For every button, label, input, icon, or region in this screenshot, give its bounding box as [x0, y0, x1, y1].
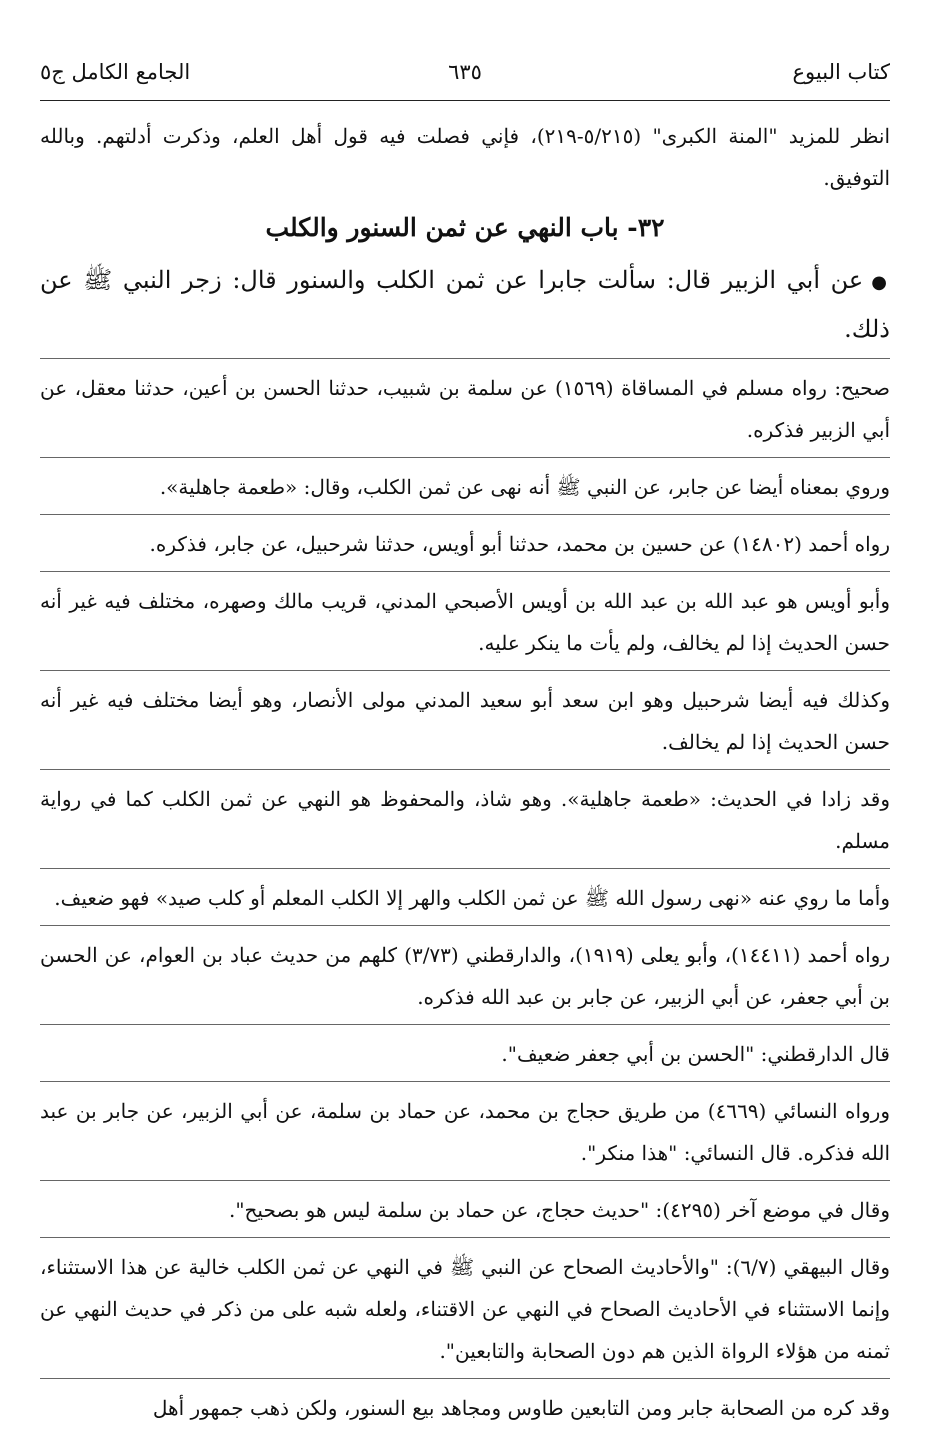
commentary-paragraph: وأبو أويس هو عبد الله بن عبد الله بن أويس الأصبحي المدني، قريب مالك وصهره، مختلف فيه غير أنه حسن الحديث إذا لم يخالف، ولم يأت ما ينكر عليه. [40, 589, 890, 655]
commentary-paragraph: رواه أحمد (١٤٤١١)، وأبو يعلى (١٩١٩)، والدارقطني (٣/٧٣) كلهم من حديث عباد بن العوام، عن الحسن بن أبي جعفر، عن أبي الزبير، عن جابر بن عبد الله فذكره. [40, 943, 890, 1009]
commentary-paragraph: ورواه النسائي (٤٦٦٩) من طريق حجاج بن محمد، عن حماد بن سلمة، عن أبي الزبير، عن جابر بن عبد الله فذكره. قال النسائي: "هذا منكر". [40, 1099, 890, 1165]
commentary-paragraph: صحيح: رواه مسلم في المساقاة (١٥٦٩) عن سلمة بن شبيب، حدثنا الحسن بن أعين، حدثنا معقل، عن أبي الزبير فذكره. [40, 376, 891, 442]
divider [40, 868, 890, 869]
hadith-text [40, 257, 890, 352]
divider [40, 457, 890, 458]
commentary-paragraph: رواه أحمد (١٤٨٠٢) عن حسين بن محمد، حدثنا أبو أويس، حدثنا شرحبيل، عن جابر، فذكره. [149, 532, 890, 556]
hadith-body: عن أبي الزبير قال: سألت جابرا عن ثمن الكلب والسنور قال: زجر النبي ﷺ عن ذلك. [40, 266, 890, 343]
chapter-heading: ٣٢- باب النهي عن ثمن السنور والكلب [265, 213, 665, 242]
commentary-paragraph: وأما ما روي عنه «نهى رسول الله ﷺ عن ثمن الكلب والهر إلا الكلب المعلم أو كلب صيد» فهو ضعيف. [54, 886, 890, 910]
commentary-paragraph: وقد زادا في الحديث: «طعمة جاهلية». وهو شاذ، والمحفوظ هو النهي عن ثمن الكلب كما في رواية مسلم. [40, 787, 890, 853]
page-number: ٦٣٥ [448, 60, 482, 84]
commentary-paragraph: وقد كره من الصحابة جابر ومن التابعين طاوس ومجاهد بيع السنور، ولكن ذهب جمهور أهل [152, 1396, 890, 1420]
divider [40, 571, 890, 572]
commentary-paragraph: قال الدارقطني: "الحسن بن أبي جعفر ضعيف". [501, 1042, 890, 1066]
divider [40, 670, 890, 671]
commentary-paragraph: وكذلك فيه أيضا شرحبيل وهو ابن سعد أبو سعيد المدني مولى الأنصار، وهو أيضا مختلف فيه غير أنه حسن الحديث إذا لم يخالف. [40, 688, 890, 754]
book-page [40, 50, 891, 1420]
series-title: الجامع الكامل ج٥ [40, 60, 191, 84]
bullet-icon: ● [871, 272, 890, 293]
divider [40, 1237, 890, 1238]
running-header [40, 50, 890, 101]
divider [40, 514, 890, 515]
divider [40, 769, 890, 770]
commentary-paragraph: وقال البيهقي (٦/٧): "والأحاديث الصحاح عن النبي ﷺ في النهي عن ثمن الكلب خالية عن هذا الاستثناء، وإنما الاستثناء في الأحاديث الصحاح في النهي عن الاقتناء، ولعله شبه على من ذكر في حديث النهي عن ثمنه من هؤلاء الرواة الذين هم دون الصحابة والتابعين". [40, 1255, 890, 1363]
divider [40, 1378, 890, 1379]
divider [40, 1081, 890, 1082]
book-title: كتاب البيوع [792, 60, 890, 84]
divider [40, 925, 890, 926]
divider [40, 1180, 890, 1181]
commentary-paragraph: وقال في موضع آخر (٤٢٩٥): "حديث حجاج، عن حماد بن سلمة ليس هو بصحيح". [228, 1198, 890, 1222]
page-content [40, 115, 890, 1429]
intro-paragraph: انظر للمزيد "المنة الكبرى" (٥/٢١٥-٢١٩)، فإني فصلت فيه قول أهل العلم، وذكرت أدلتهم. وبالله التوفيق. [40, 124, 891, 190]
divider [40, 358, 890, 359]
divider [40, 1024, 890, 1025]
commentary-paragraph: وروي بمعناه أيضا عن جابر، عن النبي ﷺ أنه نهى عن ثمن الكلب، وقال: «طعمة جاهلية». [159, 475, 890, 499]
